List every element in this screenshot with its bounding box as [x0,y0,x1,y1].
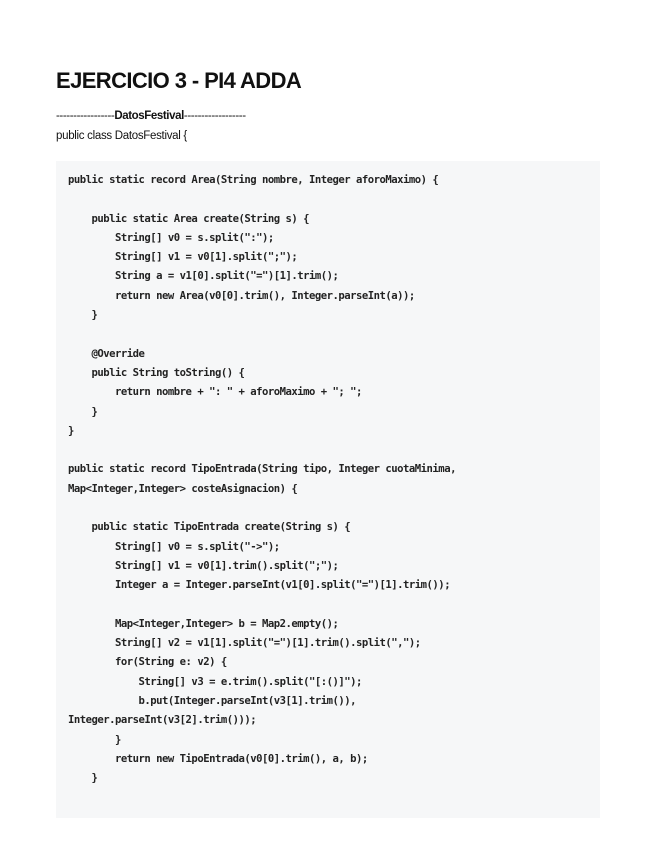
code-line [68,596,456,615]
code-line: public static record Area(String nombre, Integer aforoMaximo) { [68,174,439,186]
code-line [68,441,456,460]
section-separator [56,110,246,122]
separator-left-dashes: ----------------- [56,110,115,122]
code-line: } [68,405,98,418]
code-line [68,190,456,209]
code-line: } [68,424,74,437]
code-line: public static record TipoEntrada(String tipo, Integer cuotaMinima, [68,463,456,476]
code-block [56,161,600,818]
code-line: b.put(Integer.parseInt(v3[1].trim()), [68,695,357,708]
code-line: } [68,733,121,746]
code-line: String[] v2 = v1[1].split("=")[1].trim().split(","); [68,637,421,650]
code-line: } [68,772,98,785]
code-line: return nombre + ": " + aforoMaximo + "; "; [68,386,362,399]
code-line: String[] v1 = v0[1].trim().split(";"); [68,559,339,572]
code-line [68,325,456,344]
code-line: Integer a = Integer.parseInt(v1[0].split("=")[1].trim()); [68,579,451,592]
code-line: String[] v3 = e.trim().split("[:()]"); [68,675,362,688]
code-line: return new Area(v0[0].trim(), Integer.parseInt(a)); [68,289,415,302]
class-declaration: public class DatosFestival { [56,130,187,142]
code-line: @Override [68,347,145,360]
code-lines [68,171,456,789]
code-line: public String toString() { [68,366,245,379]
code-line: String[] v0 = s.split(":"); [68,231,274,244]
code-line: String[] v0 = s.split("->"); [68,540,280,553]
code-line: String[] v1 = v0[1].split(";"); [68,251,298,264]
separator-label: DatosFestival [114,110,184,122]
code-line: public static TipoEntrada create(String s) { [68,521,351,534]
code-line [68,499,456,518]
code-line: String a = v1[0].split("=")[1].trim(); [68,270,339,283]
code-line: } [68,309,98,322]
document-title: EJERCICIO 3 - PI4 ADDA [56,68,302,93]
code-line: Map<Integer,Integer> b = Map2.empty(); [68,617,339,630]
separator-right-dashes: ------------------ [183,110,246,122]
code-line: for(String e: v2) { [68,656,227,669]
code-line: Integer.parseInt(v3[2].trim())); [68,714,257,727]
code-line: Map<Integer,Integer> costeAsignacion) { [68,482,298,495]
code-line: return new TipoEntrada(v0[0].trim(), a, b); [68,752,368,765]
code-line: public static Area create(String s) { [68,212,309,225]
